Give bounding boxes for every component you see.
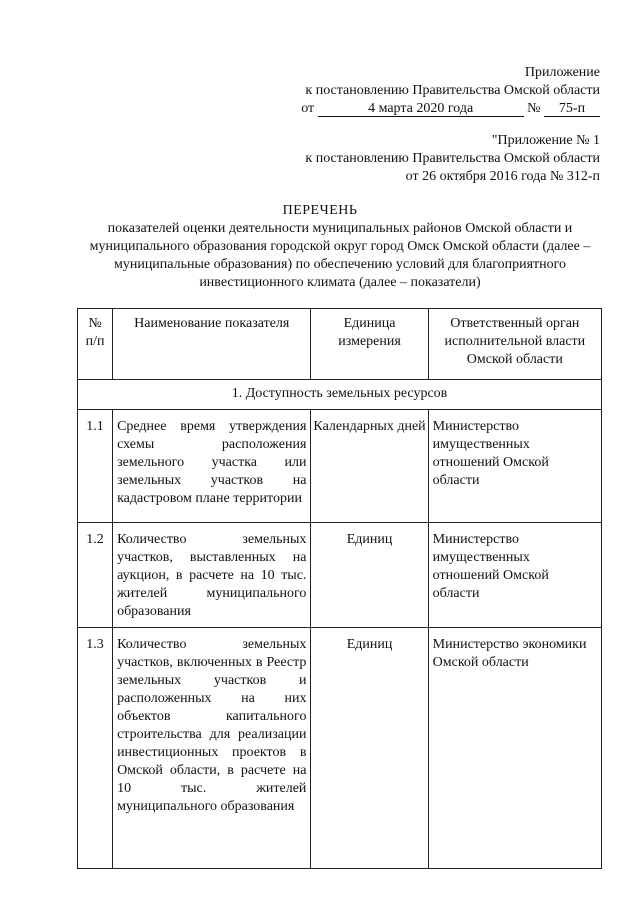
row-number: 1.3 — [78, 628, 113, 869]
header-cell-name: Наименование показателя — [113, 309, 311, 380]
row-responsible-org: Министерство имущественных отношений Омской области — [428, 523, 601, 628]
table-row — [78, 410, 602, 523]
row-unit: Календарных дней — [311, 410, 428, 523]
document-title: ПЕРЕЧЕНЬ — [282, 203, 358, 218]
document-subtitle: показателей оценки деятельности муниципальных районов Омской области и муниципального образования городской округ город Омск Омской области (далее – муниципальные образования) по обеспечению условий для благоприятного инвестиционного климата (далее – показатели) — [89, 221, 591, 290]
original-resolution-date: от 26 октября 2016 года № 312-п — [405, 169, 600, 184]
number-label: № — [527, 101, 541, 116]
row-responsible-org: Министерство имущественных отношений Омской области — [428, 410, 601, 523]
header-cell-org: Ответственный орган исполнительной власти Омской области — [428, 309, 601, 380]
appendix-1-label: "Приложение № 1 — [491, 133, 600, 148]
row-responsible-org: Министерство экономики Омской области — [428, 628, 601, 869]
resolution-date: 4 марта 2020 года — [318, 101, 524, 117]
header-cell-number: № п/п — [78, 309, 113, 380]
table-row — [78, 523, 602, 628]
row-unit: Единиц — [311, 523, 428, 628]
original-resolution-reference: к постановлению Правительства Омской области — [305, 151, 600, 166]
row-number: 1.2 — [78, 523, 113, 628]
from-label: от — [301, 101, 315, 116]
table-section-row — [78, 380, 602, 410]
row-unit: Единиц — [311, 628, 428, 869]
appendix-label: Приложение — [524, 65, 600, 80]
section-title: 1. Доступность земельных ресурсов — [78, 380, 602, 410]
resolution-date-line — [301, 100, 600, 118]
row-indicator-name: Среднее время утверждения схемы расположения земельного участка или земельных участков на кадастровом плане территории — [113, 410, 311, 523]
table-header-row — [78, 309, 602, 380]
indicators-table — [77, 308, 602, 869]
row-indicator-name: Количество земельных участков, включенных в Реестр земельных участков и расположенных на них объектов капитального строительства для реализации инвестиционных проектов в Омской области, в расчете на 10 тыс. жителей муниципального образования — [113, 628, 311, 869]
row-indicator-name: Количество земельных участков, выставленных на аукцион, в расчете на 10 тыс. жителей муниципального образования — [113, 523, 311, 628]
table-row — [78, 628, 602, 869]
resolution-number: 75-п — [544, 101, 600, 117]
row-number: 1.1 — [78, 410, 113, 523]
resolution-reference: к постановлению Правительства Омской области — [305, 83, 600, 98]
header-cell-unit: Единица измерения — [311, 309, 428, 380]
